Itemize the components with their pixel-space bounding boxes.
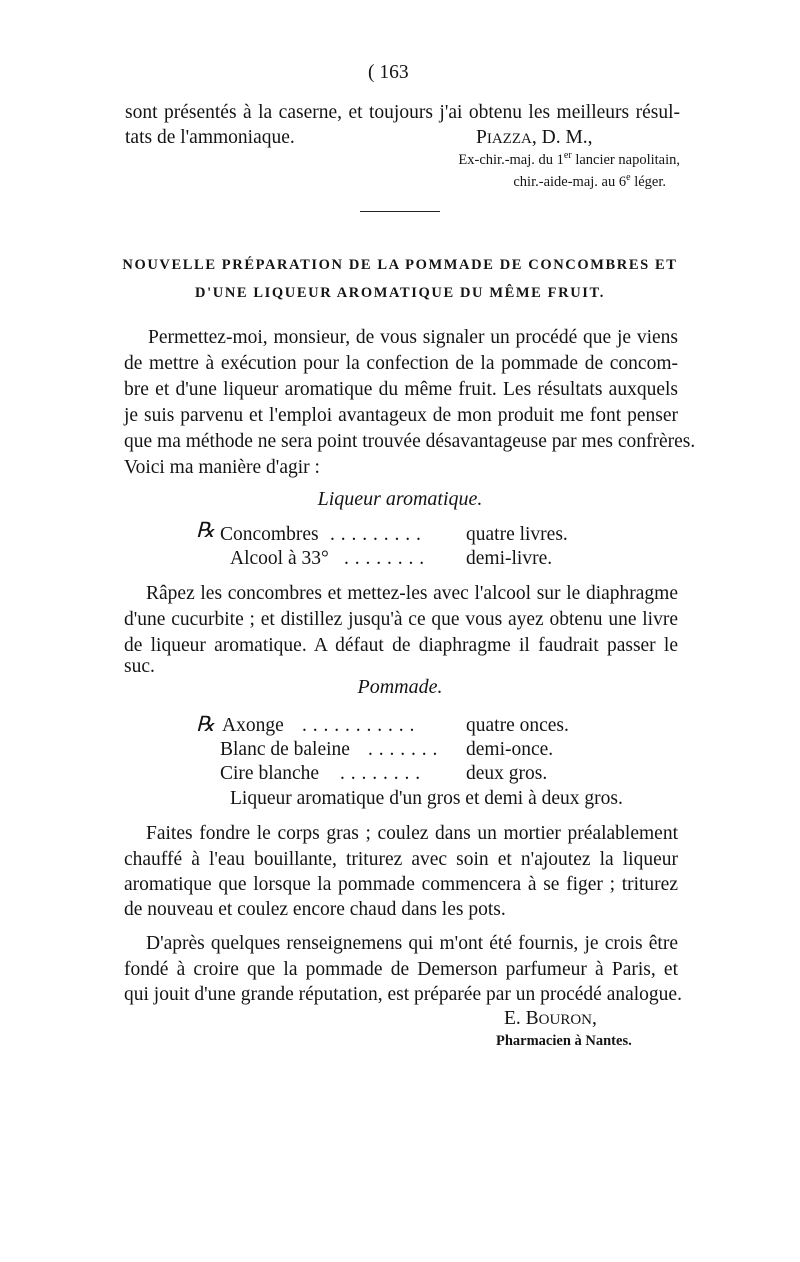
para3-line-4: de nouveau et coulez encore chaud dans les pots. — [124, 899, 506, 920]
para2-line-1: Râpez les concombres et mettez-les avec l'alcool sur le diaphragme — [146, 583, 678, 604]
article-signature-suffix: , — [592, 1008, 597, 1029]
letter1-title-2b: léger. — [630, 174, 666, 190]
recipe2-rx-icon: ℞ — [196, 712, 215, 736]
intro-line-4: je suis parvenu et l'emploi avantageux de mon produit me font penser — [124, 405, 678, 426]
intro-line-1: Permettez-moi, monsieur, de vous signaler un procédé que je viens — [148, 327, 678, 348]
letter1-title-2a: chir.-aide-maj. au 6 — [513, 174, 627, 190]
article-heading-line-2: D'UNE LIQUEUR AROMATIQUE DU MÊME FRUIT. — [195, 285, 605, 301]
letter1-line-2: tats de l'ammoniaque. — [125, 127, 295, 148]
article-signature-rest: OURON — [538, 1012, 593, 1028]
recipe2-title: Pommade. — [357, 676, 443, 698]
recipe1-title: Liqueur aromatique. — [317, 488, 483, 510]
recipe1-item-2-qty: demi-livre. — [466, 548, 553, 569]
para3-line-3: aromatique que lorsque la pommade commencera à se figer ; triturez — [124, 874, 678, 895]
recipe2-item-1-dots: . . . . . . . . . . . — [302, 715, 415, 736]
letter1-signature-initial: P — [476, 127, 487, 148]
para4-line-3: qui jouit d'une grande réputation, est préparée par un procédé analogue. — [124, 984, 682, 1005]
recipe2-item-2-qty: demi-once. — [466, 739, 554, 760]
letter1-signature-rest: IAZZA — [486, 131, 532, 147]
recipe2-item-3-qty: deux gros. — [466, 763, 548, 784]
letter1-title-1-sup: er — [563, 150, 572, 162]
article-heading-line-1: NOUVELLE PRÉPARATION DE LA POMMADE DE CONCOMBRES ET — [122, 257, 678, 273]
recipe1-item-2-dots: . . . . . . . . — [344, 548, 425, 569]
letter1-signature — [476, 125, 593, 152]
recipe1-rx-icon: ℞ — [196, 518, 215, 542]
para3-line-1: Faites fondre le corps gras ; coulez dans un mortier préalablement — [146, 823, 678, 844]
recipe2-item-2-dots: . . . . . . . — [368, 739, 438, 760]
recipe1-item-1 — [220, 522, 319, 548]
letter1-signature-suffix: , D. M., — [531, 127, 593, 148]
recipe2-item-3-name: Cire blanche — [220, 763, 320, 784]
letter1-title-line-2 — [513, 172, 666, 192]
recipe1-item-1-dots: . . . . . . . . . — [330, 524, 422, 545]
letter1-line-1: sont présentés à la caserne, et toujours j'ai obtenu les meilleurs résul- — [125, 102, 680, 123]
para2-line-3: de liqueur aromatique. A défaut de diaphragme il faudrait passer le — [124, 635, 678, 656]
recipe2-item-3-dots: . . . . . . . . — [340, 763, 421, 784]
para3-line-2: chauffé à l'eau bouillante, triturez avec soin et n'ajoutez la liqueur — [124, 849, 678, 870]
recipe2-item-1-qty: quatre onces. — [466, 715, 569, 736]
intro-line-2: de mettre à exécution pour la confection de la pommade de concom- — [124, 353, 678, 374]
recipe1-item-2-name: Alcool à 33° — [230, 548, 329, 569]
para2-line-4: suc. — [124, 656, 155, 677]
recipe1-item-1-name: Concombres — [220, 524, 319, 545]
letter1-title-1a: Ex-chir.-maj. du 1 — [458, 152, 564, 168]
para2-line-2: d'une cucurbite ; et distillez jusqu'à ce que vous ayez obtenu une livre — [124, 609, 678, 630]
letter1-title-2-sup: e — [626, 172, 631, 184]
section-separator-rule — [360, 211, 440, 212]
recipe2-item-2-name: Blanc de baleine — [220, 739, 350, 760]
intro-line-6: Voici ma manière d'agir : — [124, 457, 320, 478]
letter1-title-line-1 — [458, 150, 680, 170]
letter1-title-1b: lancier napolitain, — [571, 152, 680, 168]
recipe2-last-line: Liqueur aromatique d'un gros et demi à deux gros. — [230, 788, 623, 809]
recipe2-item-1-name: Axonge — [222, 715, 284, 736]
para4-line-1: D'après quelques renseignemens qui m'ont été fournis, je crois être — [146, 933, 678, 954]
para4-line-2: fondé à croire que la pommade de Demerson parfumeur à Paris, et — [124, 959, 678, 980]
article-signature-initial: E. B — [504, 1008, 539, 1029]
recipe1-item-1-qty: quatre livres. — [466, 524, 568, 545]
page-number: ( 163 — [368, 62, 409, 83]
intro-line-3: bre et d'une liqueur aromatique du même fruit. Les résultats auxquels — [124, 379, 678, 400]
article-signature — [504, 1006, 597, 1033]
article-signature-title: Pharmacien à Nantes. — [496, 1033, 632, 1049]
intro-line-5: que ma méthode ne sera point trouvée désavantageuse par mes confrères. — [124, 431, 696, 452]
